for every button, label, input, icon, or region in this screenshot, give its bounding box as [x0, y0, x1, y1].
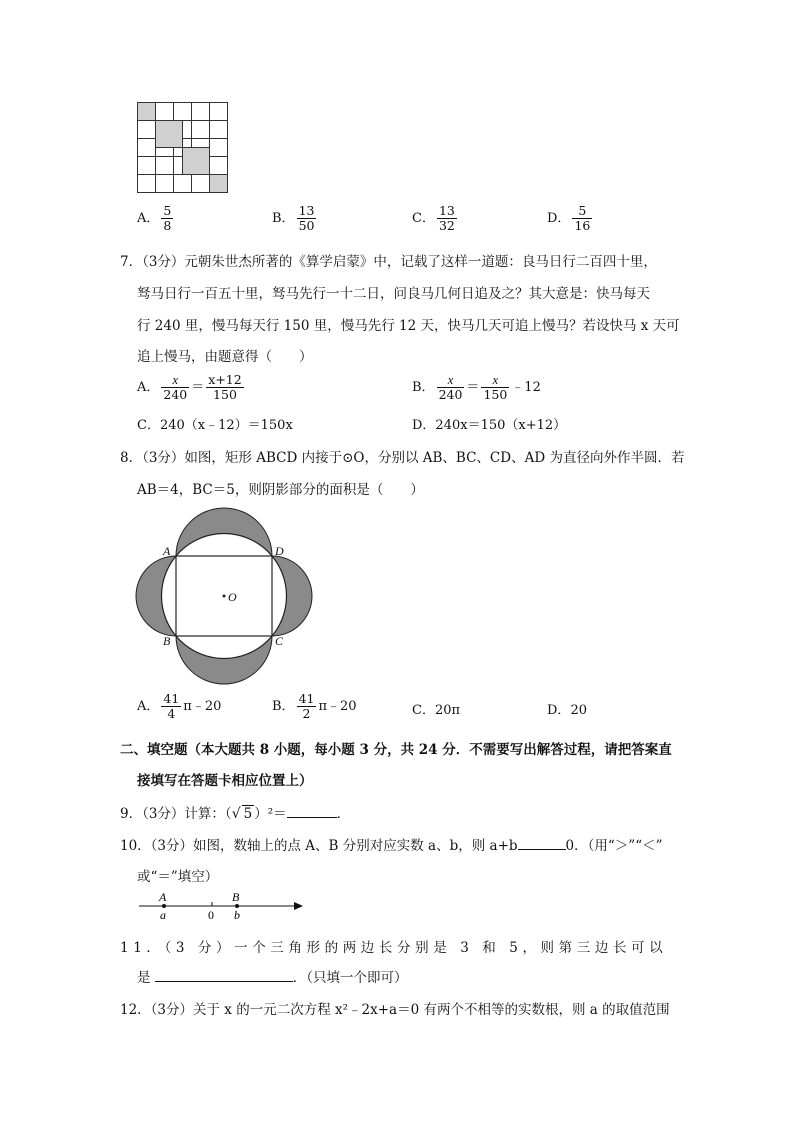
q8-stem-line-2: AB＝4，BC＝5，则阴影部分的面积是（ ） [137, 482, 424, 498]
q10-zero-label: 0 [208, 908, 214, 922]
q7-stem-line-3: 行 240 里，慢马每天行 150 里，慢马先行 12 天，快马几天可追上慢马？若设快马 x 天可 [137, 318, 680, 334]
q7-stem-line-4: 追上慢马，由题意得（ ） [137, 349, 313, 365]
q10-value-b-label: b [234, 908, 240, 922]
q9-stem: 9．（3分）计算：（√ 5 ）²＝ ． [120, 806, 351, 822]
section-2-heading-line-1: 二、填空题（本大题共 8 小题，每小题 3 分，共 24 分．不需要写出解答过程，请把答案直 [120, 742, 672, 758]
q8-circle-figure [130, 505, 320, 685]
q8-label-c: C [275, 634, 284, 648]
q8-option-d: D．20 [547, 703, 587, 718]
q8-stem-line-1: 8．（3分）如图，矩形 ABCD 内接于⊙O，分别以 AB、BC、CD、AD 为直径向外作半圆．若 [120, 450, 685, 466]
q8-label-a: A [163, 544, 171, 558]
q8-option-b: B． $\frac{41}{2}$ π﹣20 [272, 691, 357, 721]
q8-label-d: D [275, 544, 284, 558]
q10-point-a-label: A [159, 890, 167, 904]
q10-stem-line-1: 10．（3分）如图，数轴上的点 A、B 分别对应实数 a、b，则 a+b 0．（用“＞”“＜” [120, 838, 663, 854]
q8-option-c: C．20π [412, 703, 461, 718]
section-2-heading-line-2: 接填写在答题卡相应位置上） [137, 773, 313, 789]
q10-answer-blank[interactable] [518, 849, 566, 850]
q9-answer-blank[interactable] [287, 817, 337, 818]
q8-label-b: B [163, 634, 171, 648]
q6-option-a: A． $\frac{5}{8}$ [137, 203, 172, 233]
q8-option-a: A． $\frac{41}{4}$ π﹣20 [137, 691, 222, 721]
q11-stem-line-1: 11．（3 分）一个三角形的两边长分别是 3 和 5，则第三边长可以 [120, 940, 668, 956]
q7-option-d: D．240x＝150（x+12） [412, 418, 567, 433]
q6-option-d: D． $\frac{5}{16}$ [547, 203, 591, 233]
q8-label-o: O [228, 590, 237, 604]
q11-answer-blank[interactable] [155, 981, 293, 982]
q10-stem-line-2: 或“＝”填空） [137, 869, 219, 885]
q6-grid-figure [137, 102, 228, 193]
q10-value-a-label: a [160, 908, 166, 922]
q7-option-a: A． $\frac{x}{240}$ ＝ $\frac{x+12}{150}$ [137, 372, 242, 402]
q12-stem-line-1: 12．（3分）关于 x 的一元二次方程 x²﹣2x+a＝0 有两个不相等的实数根，则 a 的取值范围 [120, 1002, 670, 1018]
q10-point-b-label: B [232, 890, 240, 904]
q7-option-b: B． $\frac{x}{240}$ ＝ $\frac{x}{150}$ ﹣12 [412, 373, 541, 402]
q7-stem-line-2: 驽马日行一百五十里，驽马先行一十二日，问良马几何日追及之？其大意是：快马每天 [137, 286, 650, 302]
q11-stem-line-2: 是 ．（只填一个即可） [137, 970, 408, 986]
q7-stem-line-1: 7．（3分）元朝朱世杰所著的《算学启蒙》中，记载了这样一道题：良马日行二百四十里， [120, 254, 657, 270]
q6-option-c: C． $\frac{13}{32}$ [412, 203, 455, 233]
q7-option-c: C．240（x﹣12）＝150x [137, 418, 293, 433]
q6-option-b: B． $\frac{13}{50}$ [272, 203, 315, 233]
q10-number-line [137, 888, 307, 924]
